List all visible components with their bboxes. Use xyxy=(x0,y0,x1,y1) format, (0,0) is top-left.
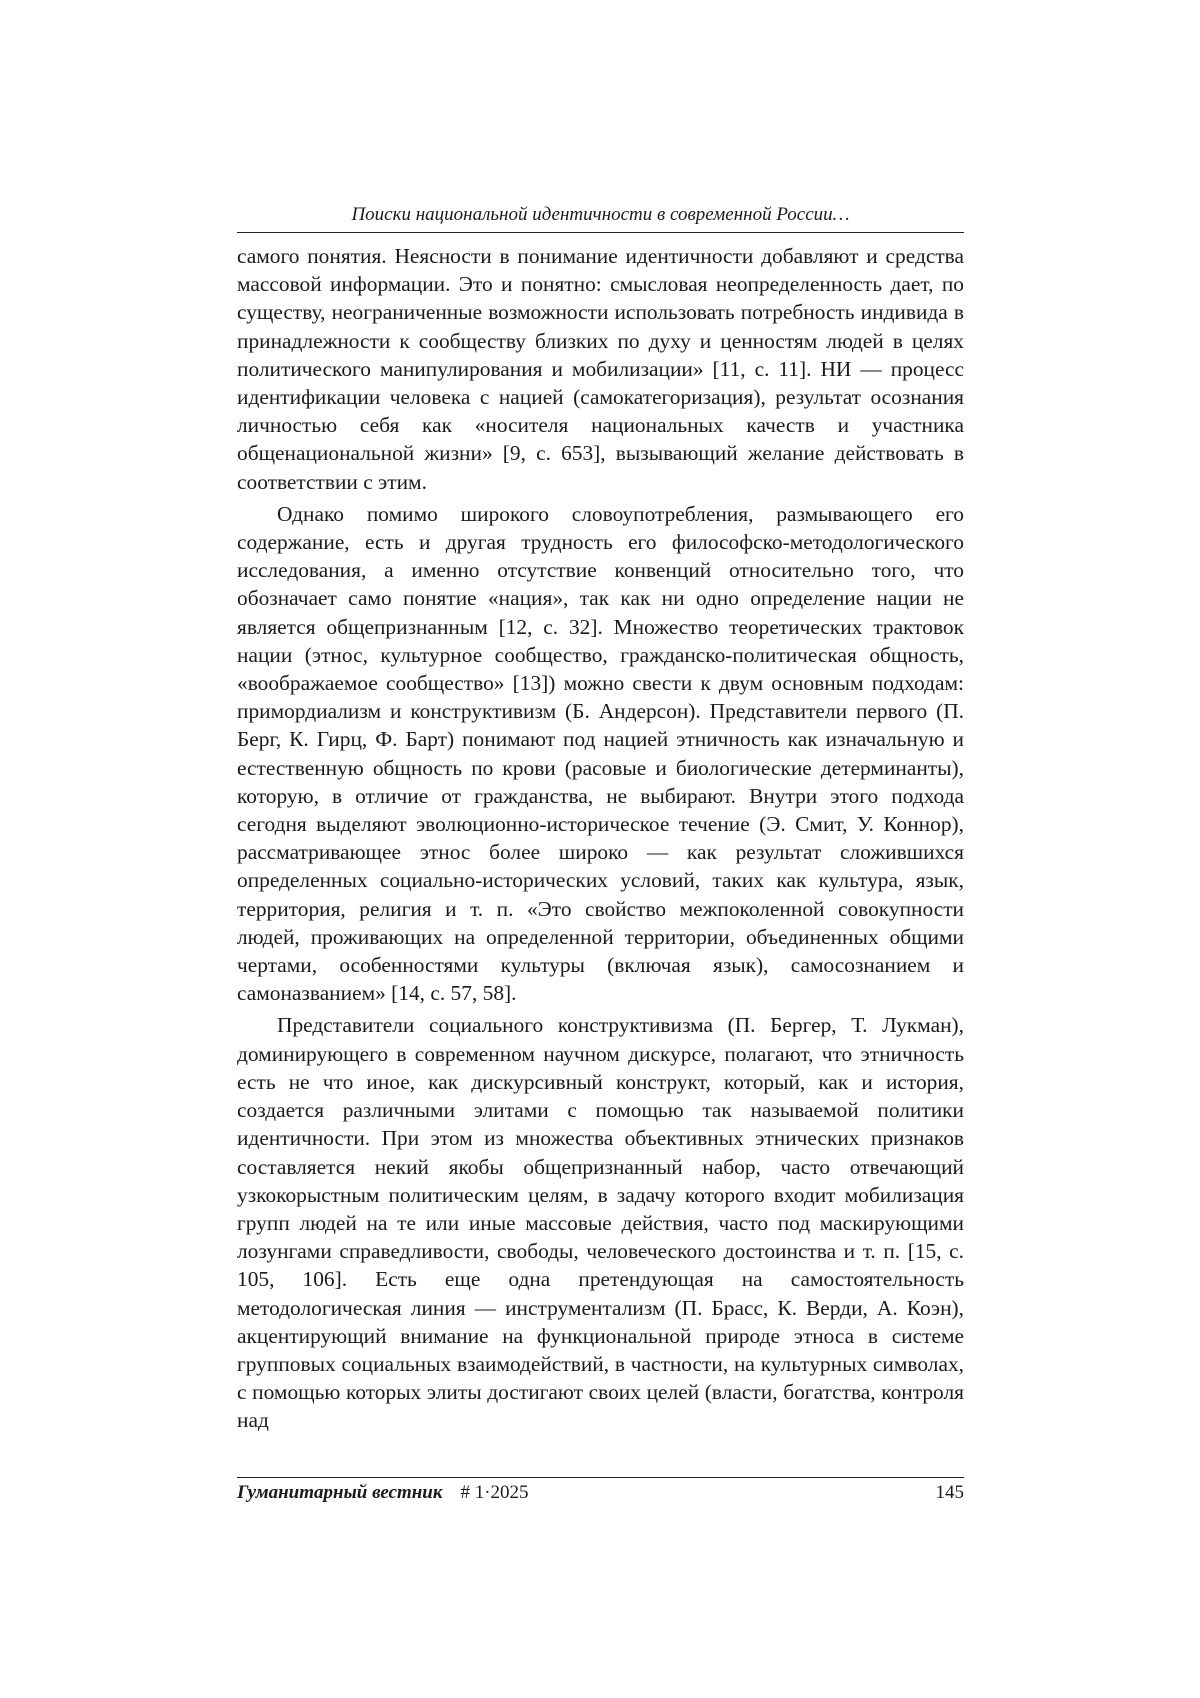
page-number: 145 xyxy=(935,1482,964,1503)
running-header: Поиски национальной идентичности в современной России… xyxy=(237,204,964,233)
paragraph-constructivism: Представители социального конструктивизма (П. Бергер, Т. Лукман), доминирующего в современном научном дискурсе, полагают, что этничность есть не что иное, как дискурсивный конструкт, который, как и история, создается различными элитами с помощью так называемой политики идентичности. При этом из множества объективных этнических признаков составляется некий якобы общепризнанный набор, часто отвечающий узкокорыстным политическим целям, в задачу которого входит мобилизация групп людей на те или иные массовые действия, часто под маскирующими лозунгами справедливости, свободы, человеческого достоинства и т. п. [15, с. 105, 106]. Есть еще одна претендующая на самостоятельность методологическая линия — инструментализм (П. Брасс, К. Верди, А. Коэн), акцентирующий внимание на функциональной природе этноса в системе групповых социальных взаимодействий, в частности, на культурных символах, с помощью которых элиты достигают своих целей (власти, богатства, контроля над xyxy=(237,1013,964,1433)
article-body xyxy=(237,242,964,1435)
footer-journal-info xyxy=(237,1482,529,1504)
paragraph-continuation: самого понятия. Неясности в понимание идентичности добавляют и средства массовой информации. Это и понятно: смысловая неопределенность дает, по существу, неограниченные возможности использовать потребность индивида в принадлежности к сообществу близких по духу и ценностям людей в целях политического манипулирования и мобилизации» [11, с. 11]. НИ — процесс идентификации человека с нацией (самокатегоризация), результат осознания личностью себя как «носителя национальных качеств и участника общенациональной жизни» [9, с. 653], вызывающий желание действовать в соответствии с этим. xyxy=(237,244,964,494)
paragraph-nation-definition: Однако помимо широкого словоупотребления, размывающего его содержание, есть и другая трудность его философско-методологического исследования, а именно отсутствие конвенций относительно того, что обозначает само понятие «нация», так как ни одно определение нации не является общепризнанным [12, с. 32]. Множество теоретических трактовок нации (этнос, культурное сообщество, гражданско-политическая общность, «воображаемое сообщество» [13]) можно свести к двум основным подходам: примордиализм и конструктивизм (Б. Андерсон). Представители первого (П. Берг, К. Гирц, Ф. Барт) понимают под нацией этничность как изначальную и естественную общность по крови (расовые и биологические детерминанты), которую, в отличие от гражданства, не выбирают. Внутри этого подхода сегодня выделяют эволюционно-историческое течение (Э. Смит, У. Коннор), рассматривающее этнос более широко — как результат сложившихся определенных социально-исторических условий, таких как культура, язык, территория, религия и т. п. «Это свойство межпоколенной совокупности людей, проживающих на определенной территории, объединенных общими чертами, особенностями культуры (включая язык), самосознанием и самоназванием» [14, с. 57, 58]. xyxy=(237,501,964,1006)
journal-name: Гуманитарный вестник xyxy=(237,1482,443,1503)
page-content xyxy=(237,204,964,1439)
page-footer xyxy=(237,1477,964,1504)
issue-number: # 1·2025 xyxy=(460,1482,529,1503)
